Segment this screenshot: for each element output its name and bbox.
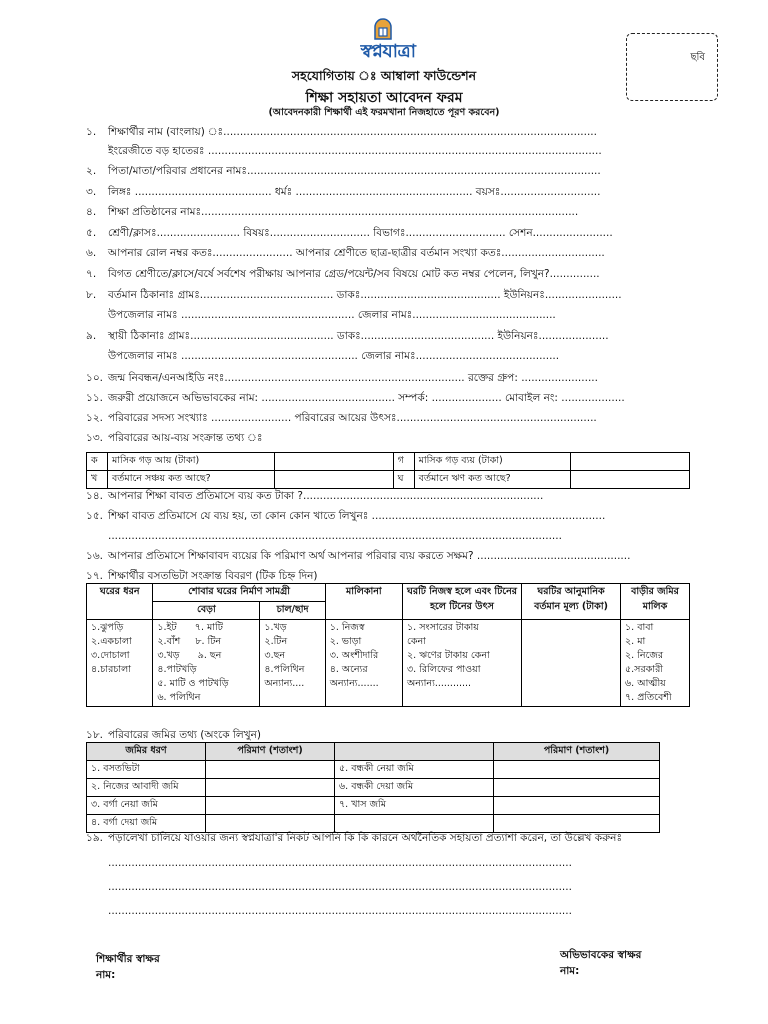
guardian-signature-label: অভিভাবকের স্বাক্ষর (560, 949, 642, 961)
option-item[interactable]: ২.বাঁশ ৮. টিন (157, 636, 222, 647)
form-field-line[interactable] (86, 430, 698, 446)
form-field-line[interactable] (86, 266, 698, 282)
sub-header: বেড়া (153, 602, 260, 620)
option-item[interactable]: ১.ঝুপড়ি (91, 622, 124, 633)
option-item[interactable]: কেনা (407, 636, 426, 647)
field-label: শিক্ষার্থীর নাম (বাংলায়) ঃ................................................................................................................ (108, 126, 597, 138)
col-header: জমির ধরণ (87, 743, 206, 761)
form-field-line[interactable] (86, 548, 698, 564)
form-field-line[interactable] (86, 245, 698, 261)
field-label: শ্রেণী/ক্লাসঃ......................... বিষয়ঃ.............................. বিভাগঃ.............................. সেশন........................ (108, 227, 613, 239)
col-header (335, 743, 494, 761)
field-label: পরিবারের সদস্য সংখ্যাঃ ........................ পরিবারের আয়ের উৎসঃ............................................................ (108, 412, 597, 424)
option-item[interactable]: ২.একচালা (91, 636, 132, 647)
table-row (87, 761, 660, 779)
land-table (86, 742, 660, 833)
col-header: পরিমাণ (শতাংশ) (494, 743, 660, 761)
value-cell[interactable] (494, 797, 660, 815)
form-field-line[interactable] (86, 328, 698, 344)
form-field-line[interactable] (86, 204, 698, 220)
value-cell[interactable] (494, 815, 660, 833)
form-field-line[interactable] (86, 287, 698, 303)
field-number: ৬. (86, 247, 97, 259)
table-cell: ৩. বর্গা নেয়া জমি (87, 797, 206, 815)
option-item[interactable]: অন্যান্য....... (329, 678, 379, 689)
form-subtitle: (আবেদনকারী শিক্ষার্থী এই ফরমখানা নিজহাতে পূরণ করবেন) (268, 107, 500, 118)
form-field-line[interactable] (86, 508, 698, 524)
form-field-line[interactable] (108, 903, 698, 919)
option-item[interactable]: ৩. অংশীদারি (329, 650, 379, 661)
field-number: ১৬. (86, 550, 103, 562)
form-field-line[interactable] (86, 727, 698, 743)
field-number: ১৫. (86, 510, 103, 522)
guardian-name-label: নাম: (560, 965, 580, 977)
table-cell: ৬. বন্ধকী দেয়া জমি (335, 779, 494, 797)
form-field-line[interactable] (86, 410, 698, 426)
value-cell[interactable] (522, 620, 621, 707)
field-label: লিঙ্গঃ ......................................... ধর্মঃ ..................................................... বয়সঃ.............................. (108, 186, 601, 198)
income-expense-table (86, 452, 690, 489)
value-cell[interactable] (571, 471, 690, 489)
value-cell[interactable] (206, 797, 335, 815)
field-label: উপজেলার নামঃ ..................................................... জেলার নামঃ........................................... (108, 350, 560, 362)
form-field-line[interactable] (86, 568, 698, 584)
field-label: আপনার রোল নম্বর কতঃ........................ আপনার শ্রেণীতে ছাত্র-ছাত্রীর বর্তমান সংখ্যা কতঃ............................... (108, 247, 605, 259)
table-cell[interactable] (325, 620, 402, 707)
form-field-line[interactable] (108, 143, 698, 159)
student-name-label: নাম: (96, 969, 116, 981)
table-cell[interactable] (153, 620, 260, 707)
value-cell[interactable] (494, 761, 660, 779)
option-item[interactable]: ১. সংসারের টাকায় (407, 622, 479, 633)
homestead-table (86, 583, 690, 707)
value-cell[interactable] (494, 779, 660, 797)
field-number: ১৩. (86, 432, 103, 444)
form-field-line[interactable] (86, 225, 698, 241)
table-cell[interactable] (87, 620, 153, 707)
col-header: পরিমাণ (শতাংশ) (206, 743, 335, 761)
logo-text: স্বপ্নযাত্রা (360, 41, 416, 62)
field-label: বর্তমান ঠিকানাঃ গ্রামঃ........................................ ডাকঃ.......................................... ইউনিয়নঃ....................... (108, 289, 622, 301)
table-cell[interactable] (260, 620, 325, 707)
field-label: শিক্ষার্থীর বসতভিটা সংক্রান্ত বিবরণ (টিক চিহ্ন দিন) (108, 570, 318, 582)
table-row (87, 471, 690, 489)
field-label: আপনার প্রতিমাসে শিক্ষাবাবদ ব্যয়ের কি পরিমাণ অর্থ আপনার পরিবার ব্যয় করতে সক্ষম? .............................................. (108, 550, 631, 562)
option-item[interactable]: ৪.চারচালা (91, 664, 132, 675)
table-row (87, 815, 660, 833)
form-field-line[interactable] (108, 307, 698, 323)
form-field-line[interactable] (86, 488, 698, 504)
field-number: ৫. (86, 227, 97, 239)
option-item[interactable]: অন্যান্য.... (264, 678, 305, 689)
col-header: মালিকানা (325, 584, 402, 620)
field-label: ........................................................................................................................................... (108, 881, 572, 893)
form-field-line[interactable] (86, 390, 698, 406)
table-cell: ১. বসতভিটা (87, 761, 206, 779)
option-item[interactable]: অন্যান্য............ (407, 678, 472, 689)
field-label: পিতা/মাতা/পরিবার প্রধানের নামঃ.......................................................................................................... (108, 165, 601, 177)
field-label: জরুরী প্রয়োজনে অভিভাবকের নাম: ........................................ সম্পর্ক: ..................... মোবাইল নং: ................... (108, 392, 625, 404)
field-label: জন্ম নিবন্ধন/এনআইডি নংঃ........................................................................ রক্তের গ্রুপ: ....................... (108, 372, 598, 384)
table-row (87, 779, 660, 797)
table-cell: ৭. খাস জমি (335, 797, 494, 815)
option-item[interactable]: ৬. পলিথিন (157, 692, 201, 703)
field-number: ১৮. (86, 729, 103, 741)
field-label: ইংরেজীতে বড় হাতেরঃ ...................................................................................................................... (108, 145, 602, 157)
cooperation-line: সহযোগিতায় ঃ আম্বালা ফাউন্ডেশন (291, 68, 477, 83)
field-label: শিক্ষা বাবত প্রতিমাসে যে ব্যয় হয়, তা কোন কোন খাতে লিখুনঃ ...................................................................... (108, 510, 606, 522)
form-field-line[interactable] (86, 370, 698, 386)
field-label: উপজেলার নামঃ .................................................... জেলার নামঃ........................................... (108, 309, 556, 321)
form-field-line[interactable] (108, 879, 698, 895)
field-number: ৯. (86, 330, 97, 342)
form-field-line[interactable] (86, 184, 698, 200)
option-item[interactable]: ৩. রিলিফের পাওয়া (407, 664, 481, 675)
col-header: ঘরটি নিজস্ব হলে এবং টিনের হলে টিনের উৎস (403, 584, 522, 620)
field-label: পরিবারের আয়-ব্যয় সংক্রান্ত তথ্য ঃ (108, 432, 263, 444)
col-header: ঘরটির আনুমানিক বর্তমান মূল্য (টাকা) (522, 584, 621, 620)
field-label: আপনার শিক্ষা বাবত প্রতিমাসে ব্যয় কত টাকা ?........................................................................ (108, 490, 544, 502)
table-cell: মাসিক গড় ব্যয় (টাকা) (414, 453, 570, 471)
field-label: বিগত শ্রেণীতে/ক্লাসে/বর্ষে সর্বশেষ পরীক্ষায় আপনার গ্রেড/পয়েন্ট/সব বিষয়ে মোট কত নম্বর পেলেন, লিখুন?............... (108, 268, 600, 280)
field-label: পড়ালেখা চালিয়ে যাওয়ার জন্য স্বপ্নযাত্রা'র নিকট আপনি কি কি কারনে অর্থনৈতিক সহায়তা প্রত্যাশা করেন, তা উল্লেখ করুনঃ (108, 832, 623, 844)
option-item[interactable]: ৩.খড় ৯. ছন (157, 650, 222, 661)
sub-header: চাল/ছাদ (260, 602, 325, 620)
photo-label: ছবি (690, 52, 705, 63)
option-item[interactable]: ৪. অন্যের (329, 664, 368, 675)
option-item[interactable]: ৪.পাটখড়ি (157, 664, 197, 675)
option-item[interactable]: ১.খড় (264, 622, 287, 633)
value-cell[interactable] (571, 453, 690, 471)
option-item[interactable]: ১. নিজস্ব (329, 622, 365, 633)
field-label: স্থায়ী ঠিকানাঃ গ্রামঃ........................................... ডাকঃ........................................ ইউনিয়নঃ..................... (108, 330, 609, 342)
col-header: ঘরের ধরন (87, 584, 153, 620)
logo (346, 18, 430, 64)
field-number: ১০. (86, 372, 103, 384)
field-number: ১৪. (86, 490, 103, 502)
table-row (87, 453, 690, 471)
field-number: ১৭. (86, 570, 103, 582)
field-label: ........................................................................................................................................... (108, 905, 572, 917)
option-item[interactable]: ১.ইট ৭. মাটি (157, 622, 223, 633)
table-cell[interactable] (621, 620, 690, 707)
option-item[interactable]: ৭. প্রতিবেশী (625, 692, 672, 703)
student-signature-label: শিক্ষার্থীর স্বাক্ষর (96, 953, 160, 965)
table-cell: বর্তমানে সঞ্চয় কত আছে? (108, 471, 275, 489)
field-number: ১১. (86, 392, 103, 404)
table-cell[interactable] (403, 620, 522, 707)
table-cell: গ (393, 453, 414, 471)
field-number: ৩. (86, 186, 97, 198)
field-number: ১. (86, 126, 97, 138)
value-cell[interactable] (206, 761, 335, 779)
option-item[interactable]: ২. ভাড়া (329, 636, 362, 647)
field-number: ২. (86, 165, 97, 177)
field-number: ৮. (86, 289, 97, 301)
form-field-line[interactable] (86, 124, 698, 140)
option-item[interactable]: ৬. আত্মীয় (625, 678, 666, 689)
value-cell[interactable] (335, 815, 494, 833)
table-cell: ২. নিজের আবাদী জমি (87, 779, 206, 797)
option-item[interactable]: ৫.সরকারী (625, 664, 664, 675)
table-cell: মাসিক গড় আয় (টাকা) (108, 453, 275, 471)
option-item[interactable]: ১. বাবা (625, 622, 654, 633)
form-field-line[interactable] (108, 528, 698, 544)
value-cell[interactable] (206, 815, 335, 833)
field-number: ৪. (86, 206, 97, 218)
table-cell: ৪. বর্গা দেয়া জমি (87, 815, 206, 833)
table-cell: ঘ (393, 471, 414, 489)
field-label: ........................................................................................................................................... (108, 857, 572, 869)
field-number: ৭. (86, 268, 97, 280)
table-cell: খ (87, 471, 108, 489)
option-item[interactable]: ৩.ছন (264, 650, 286, 661)
field-label: শিক্ষা প্রতিষ্ঠানের নামঃ................................................................................................................. (108, 206, 579, 218)
field-number: ১৯. (86, 832, 103, 844)
table-row (87, 620, 690, 707)
value-cell[interactable] (274, 453, 393, 471)
field-label: পরিবারের জমির তথ্য (অংকে লিখুন) (108, 729, 262, 741)
form-field-line[interactable] (108, 855, 698, 871)
field-number: ১২. (86, 412, 103, 424)
option-item[interactable]: ২. মা (625, 636, 646, 647)
col-header: বাড়ীর জমির মালিক (621, 584, 690, 620)
field-label: ........................................................................................................................................ (108, 530, 562, 542)
option-item[interactable]: ২. ঋণের টাকায় কেনা (407, 650, 490, 661)
option-item[interactable]: ৩.দোচালা (91, 650, 130, 661)
option-item[interactable]: ৫. মাটি ও পাটখড়ি (157, 678, 229, 689)
option-item[interactable]: ৪.পলিথিন (264, 664, 305, 675)
value-cell[interactable] (274, 471, 393, 489)
form-title: শিক্ষা সহায়তা আবেদন ফরম (305, 90, 463, 106)
table-cell: ক (87, 453, 108, 471)
table-cell: বর্তমানে ঋণ কত আছে? (414, 471, 570, 489)
col-header: শোবার ঘরের নির্মাণ সামগ্রী (153, 584, 325, 602)
table-cell: ৫. বন্ধকী নেয়া জমি (335, 761, 494, 779)
option-item[interactable]: ২.টিন (264, 636, 288, 647)
form-field-line[interactable] (86, 163, 698, 179)
option-item[interactable]: ২. নিজের (625, 650, 664, 661)
value-cell[interactable] (206, 779, 335, 797)
table-row (87, 797, 660, 815)
form-field-line[interactable] (108, 348, 698, 364)
